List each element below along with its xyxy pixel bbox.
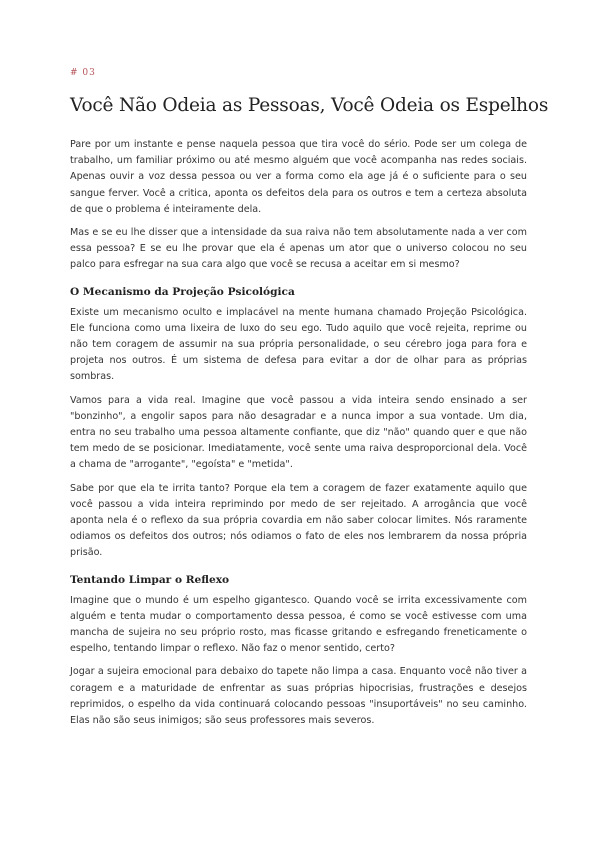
- section-heading-reflexo: Tentando Limpar o Reflexo: [70, 573, 230, 586]
- paragraph-irrita: Sabe por que ela te irrita tanto? Porque ela tem a coragem de fazer exatamente aquilo que você passou a vida inteira reprimindo por medo de ser rejeitado. A arrogância que você aponta nela é o reflexo da sua própria covardia em não saber colocar limites. Nós raramente odiamos os defeitos dos outros; nós odiamos o fato de eles nos lembrarem da nossa própria prisão.: [70, 482, 527, 559]
- chapter-content: [70, 66, 549, 736]
- paragraph-sujeira: Jogar a sujeira emocional para debaixo do tapete não limpa a casa. Enquanto você não tiver a coragem e a maturidade de enfrentar as suas próprias hipocrisias, frustrações e desejos reprimidos, o espelho da vida continuará colocando pessoas "insuportáveis" no seu caminho. Elas não são seus inimigos; são seus professores mais severos.: [70, 666, 527, 727]
- paragraph-espelho: Imagine que o mundo é um espelho gigantesco. Quando você se irrita excessivamente com alguém e tenta mudar o comportamento dessa pessoa, é como se você estivesse com uma mancha de sujeira no seu próprio rosto, mas ficasse gritando e esfregando freneticamente o espelho, tentando limpar o reflexo. Não faz o menor sentido, certo?: [70, 594, 527, 655]
- paragraph-intro: Pare por um instante e pense naquela pessoa que tira você do sério. Pode ser um colega de trabalho, um familiar próximo ou até mesmo alguém que você acompanha nas redes sociais. Apenas ouvir a voz dessa pessoa ou ver a forma como ela age já é o suficiente para o seu sangue ferver. Você a critica, aponta os defeitos dela para os outros e tem a certeza absoluta de que o problema é inteiramente dela.: [70, 139, 527, 215]
- paragraph-projecao: Existe um mecanismo oculto e implacável na mente humana chamado Projeção Psicológica. Ele funciona como uma lixeira de luxo do seu ego. Tudo aquilo que você rejeita, reprime ou não tem coragem de assumir na sua própria personalidade, o seu cérebro joga para fora e projeta nos outros. É um sistema de defesa para evitar a dor de olhar para as próprias sombras.: [70, 306, 527, 383]
- chapter-title: Você Não Odeia as Pessoas, Você Odeia os Espelhos: [70, 95, 549, 116]
- chapter-number: # 03: [70, 68, 96, 78]
- section-heading-mecanismo: O Mecanismo da Projeção Psicológica: [70, 285, 295, 298]
- paragraph-question: Mas e se eu lhe disser que a intensidade da sua raiva não tem absolutamente nada a ver com essa pessoa? E se eu lhe provar que ela é apenas um ator que o universo colocou no seu palco para esfregar na sua cara algo que você se recusa a aceitar em si mesmo?: [70, 227, 527, 271]
- paragraph-vida-real: Vamos para a vida real. Imagine que você passou a vida inteira sendo ensinado a ser "bonzinho", a engolir sapos para não desagradar e a nunca impor a sua vontade. Um dia, entra no seu trabalho uma pessoa altamente confiante, que diz "não" quando quer e que não tem medo de se posicionar. Imediatamente, você sente uma raiva desproporcional dela. Você a chama de "arrogante", "egoísta" e "metida".: [70, 394, 527, 471]
